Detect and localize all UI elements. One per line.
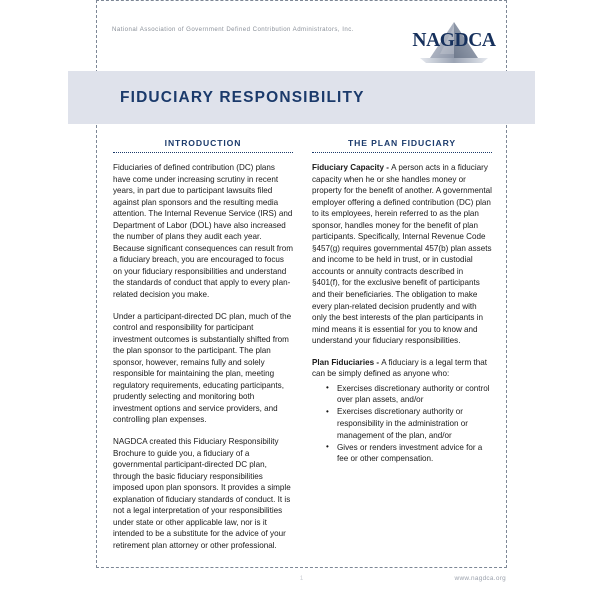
column-heading-introduction: INTRODUCTION [164,138,242,148]
section-term: Fiduciary Capacity - [312,163,392,172]
list-item: • Exercises discretionary authority or control over plan assets, and/or [337,383,492,406]
column-plan-fiduciary [312,138,492,558]
website-url[interactable]: www.nagdca.org [454,575,506,582]
column-heading-plan-fiduciary: THE PLAN FIDUCIARY [347,138,457,148]
heading-rule [113,152,293,153]
nagdca-logo [406,20,502,66]
section-term: Plan Fiduciaries - [312,357,382,367]
fiduciary-definition-list [312,383,492,465]
page-title: FIDUCIARY RESPONSIBILITY [120,89,365,106]
masthead [96,0,507,68]
content-columns [113,138,493,558]
list-item: • Gives or renders investment advice for a fee or other compensation. [337,442,492,465]
section-body: A person acts in a fiduciary capacity when he or she handles money or property for the benefit of another. A governmental employer offering a defined contribution (DC) plan to its employees, herein referred to as the plan sponsor, handles money for the benefit of plan participants. Specifically, Internal Revenue Code §457(g) requires governmental 457(b) plan assets and income to be held in trust, or in custodial accounts or annuity contracts described in §401(f), for the exclusive benefit of participants and their beneficiaries. The obligation to make every plan-related decision prudently and with only the best interests of the plan participants in mind means it is essential for you to know and understand your fiduciary responsibilities. [312,163,492,346]
section-fiduciary-capacity [312,162,492,347]
list-item: • Exercises discretionary authority or responsibility in the administration or management of the plan, and/or [337,406,492,441]
heading-rule [312,152,492,153]
organization-name: National Association of Government Defined Contribution Administrators, Inc. [112,26,354,33]
paragraph: NAGDCA created this Fiduciary Responsibility Brochure to guide you, a fiduciary of a governmental participant-directed DC plan, through the basic fiduciary responsibilities imposed upon plan sponsors. It provides a simple explanation of fiduciary standards of conduct. It is not a legal interpretation of your responsibilities under state or other applicable law, nor is it intended to be a substitute for the advice of your retirement plan attorney or other professional. [113,437,291,550]
section-body: A fiduciary is a legal term that can be simply defined as anyone who: [312,357,487,379]
logo-wordmark: NAGDCA [412,30,496,51]
column-introduction [113,138,293,558]
title-band [68,71,535,124]
paragraph: Fiduciaries of defined contribution (DC) plans have come under increasing scrutiny in recent years, in part due to participant lawsuits filed against plan sponsors and the resulting media attention. The Internal Revenue Service (IRS) and Department of Labor (DOL) have also increased the number of plans they audit each year. Because significant consequences can result from a fiduciary breach, you are encouraged to focus on your fiduciary responsibilities and understand the standards of conduct that apply to every plan-related decision you make. [113,163,293,300]
paragraph: Under a participant-directed DC plan, much of the control and responsibility for participant investment outcomes is substantially shifted from the plan sponsor to the participant. The plan sponsor, however, remains fully and solely responsible for maintaining the plan, meeting regulatory requirements, educating participants, prudently selecting and monitoring both investment options and service providers, and controlling plan expenses. [113,311,292,425]
page-number: 1 [299,576,304,582]
section-plan-fiduciaries [312,357,492,380]
page-footer [96,568,507,600]
